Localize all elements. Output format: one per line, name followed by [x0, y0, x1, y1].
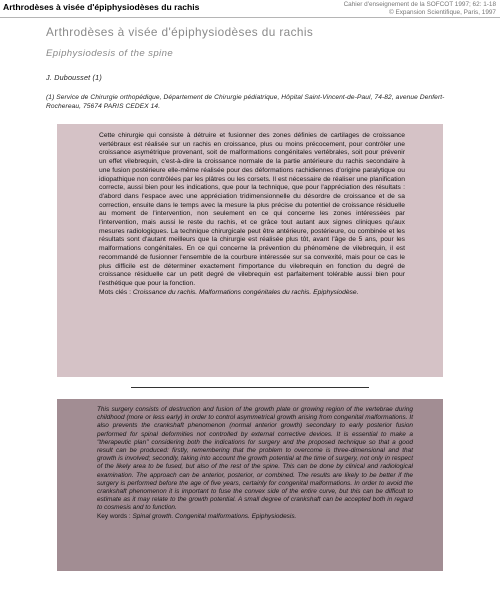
abstract-english-text: This surgery consists of destruction and fusion of the growth plate or growing region of the vertebrae during childhood (more or less early) in order to control asymmetrical growth arising from congenital malformations. It also prevents the crankshaft phenomenon (normal anterior growth) secondary to early posterior fusion performed for spinal deformities not controlled by external corrective devices. It is essential to make a "therapeutic plan" considering both the indications for surgery and the proposed technique so that a good result can be produced: firstly, remembering that the problem to overcome is three-dimensional and that growth is involved; secondly, taking into account the growth potential at the time of surgery, not only in respect of the likely area to be fused, but also of the rest of the spine. This can be done by clinical and radiological examination. The approach can be anterior, posterior, or combined. The results are likely to be better if the surgery is performed before the age of five years, certainly for congenital malformations. In order to avoid the crankshaft phenomenon it is important to fuse the convex side of the entire curve, but this can be difficult to estimate as it may relate to the growth potential. A small degree of crankshaft can be accepted both in regard to cosmesis and to function.	[97, 406, 413, 512]
keywords-french-label: Mots clés :	[99, 288, 131, 296]
section-divider	[131, 387, 369, 388]
abstract-french	[57, 124, 443, 377]
keywords-french	[99, 289, 405, 298]
abstract-french-text: Cette chirurgie qui consiste à détruire et fusionner des zones définies de cartilages de croissance vertébraux est réalisée sur un rachis en croissance, plus ou moins précocement, pour contrôler une croissance asymétrique provenant, soit de malformations congénitales vertébrales, soit pour prévenir un effet vilebrequin, c'est-à-dire la croissance normale de la partie antérieure du rachis secondaire à une fusion postérieure elle-même réalisée pour des déformations rachidiennes d'origine paralytique ou idiopathique non contrôlées par les plâtres ou les corsets. Il est nécessaire de réaliser une planification correcte, aussi bien pour les indications, que pour la technique, que pour l'appréciation des résultats : d'abord dans l'espace avec une appréciation tridimensionnelle du désordre de croissance et de sa correction, ensuite dans le temps avec la mesure la plus précise du potentiel de croissance résiduelle au moment de l'intervention, non seulement en ce qui concerne les zones intéressées par l'intervention, mais aussi le reste du rachis, et ce grâce tout autant aux signes cliniques qu'aux mesures radiologiques. La technique chirurgicale peut être antérieure, postérieure, ou combinée et les résultats sont d'autant meilleurs que la chirurgie est réalisée plus tôt, avant l'âge de 5 ans, pour les malformations congénitales. En ce qui concerne la prévention du phénomène de vilebrequin, il est recommandé de fusionner l'ensemble de la courbure intéressée sur sa convexité, mais pour ce cas le plus difficile est de déterminer exactement l'importance du vilebrequin en fonction du degré de croissance résiduelle car un petit degré de vilebrequin est parfaitement tolérable aussi bien pour l'esthétique que pour la fonction.	[99, 132, 405, 287]
keywords-english-values: Spinal growth. Congenital malformations. Epiphysiodesis.	[132, 512, 297, 520]
journal-copyright: © Expansion Scientifique, Paris, 1997	[388, 9, 496, 17]
journal-citation: Cahier d'enseignement de la SOFCOT 1997; 62: 1-18	[343, 1, 496, 8]
header-divider	[0, 17, 500, 18]
keywords-french-values: Croissance du rachis. Malformations congénitales du rachis. Epiphysiodèse.	[132, 288, 359, 296]
journal-reference	[344, 1, 496, 17]
article-author: J. Dubousset (1)	[46, 73, 102, 82]
keywords-english-label: Key words :	[97, 512, 131, 520]
article-subtitle: Epiphysiodesis of the spine	[46, 48, 174, 59]
keywords-english	[97, 513, 413, 521]
article-title: Arthrodèses à visée d'épiphysiodèses du rachis	[46, 25, 314, 39]
author-affiliation: (1) Service de Chirurgie orthopédique, Département de Chirurgie pédiatrique, Hôpital Saint-Vincent-de-Paul, 74-82, avenue Denfert-Rochereau, 75674 PARIS CEDEX 14.	[46, 94, 445, 110]
running-head-title: Arthrodèses à visée d'épiphysiodèses du rachis	[3, 2, 200, 12]
abstract-english	[57, 399, 443, 571]
